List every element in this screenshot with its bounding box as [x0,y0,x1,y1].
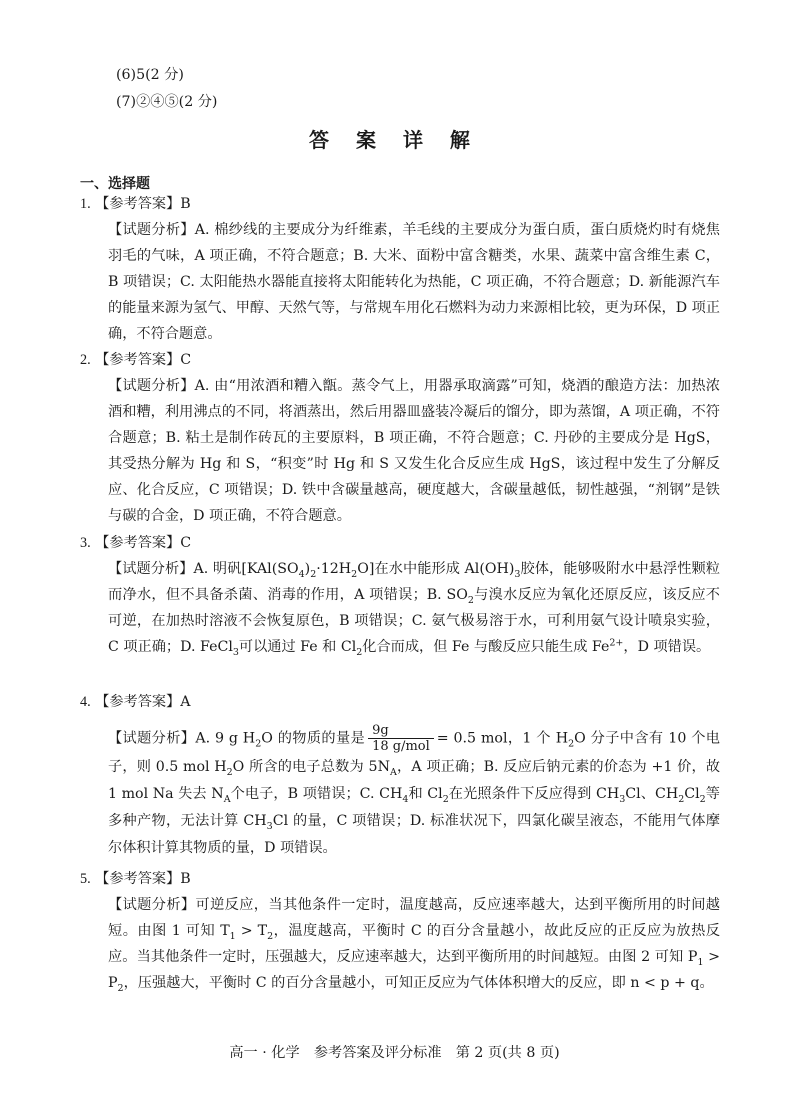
subscript: 2 [699,793,706,805]
subscript: 2 [356,646,363,658]
analysis-text: 【试题分析】A. 棉纱线的主要成分为纤维素，羊毛线的主要成分为蛋白质，蛋白质烧灼时有烧焦羽毛的气味，A 项正确，不符合题意；B. 大米、面粉中富含糖类，水果、蔬菜中富含维生素 C，B 项错误；C. 太阳能热水器能直接将太阳能转化为热能，C 项正确，不符合题意；D. 新能源汽车的能量来源为氢气、甲醇、天然气等，与常规车用化石燃料为动力来源相比较，更为环保，D 项正确，不符合题意。 [108,222,720,342]
subscript: 3 [619,793,626,805]
header-line-1: (6)5(2 分) [116,67,184,83]
answer-label: 【参考答案】C [95,352,192,368]
question-2-head [80,347,720,373]
text-run: Cl [684,786,700,802]
question-number: 3. [80,535,91,551]
subscript: 3 [232,646,239,658]
text-run: 胶体，能够吸附水中悬浮性颗粒而净水，但不具备杀菌、消毒的作用，A 项错误；B. SO [108,561,720,603]
page-footer: 高一 · 化学 参考答案及评分标准 第 2 页(共 8 页) [229,1045,560,1061]
text-run: Cl、CH [625,786,679,802]
text-run: > T [235,923,268,939]
text-run: 个电子，B 项错误；C. CH [230,786,403,802]
question-number: 2. [80,352,91,368]
subscript: 2 [267,930,274,942]
question-4 [80,689,720,862]
subscript: 4 [298,568,305,580]
subscript: 1 [229,930,236,942]
text-run: O 所含的电子总数为 5N [232,759,390,775]
text-run: 【试题分析】A. 明矾[KAl(SO [108,561,299,577]
text-run: O]在水中能形成 Al(OH) [357,561,515,577]
analysis-text [108,892,720,996]
answer-label: 【参考答案】C [95,535,192,551]
subscript: 2 [117,982,124,994]
question-number: 4. [80,694,91,710]
subscript: 2 [351,568,358,580]
fraction-denominator: 18 g/mol [372,739,430,754]
text-run: ，D 项错误。 [623,639,711,655]
subscript: 2 [255,738,262,750]
text-run: ，温度越高，平衡时 C 的百分含量越小，故此反应的正反应为放热反应。当其他条件一定时，压强越大，反应速率越大，达到平衡所用的时间越短。由图 2 可知 P [108,923,720,965]
question-3-head [80,530,720,556]
text-run: Cl 的量，C 项错误；D. 标准状况下，四氯化碳呈液态，不能用气体摩尔体积计算其物质的量，D 项错误。 [108,813,720,856]
question-2 [80,347,720,529]
subscript: A [389,766,397,778]
text-run: 【试题分析】可逆反应，当其他条件一定时，温度越高，反应速率越大，达到平衡所用的时间越短。由图 1 可知 T [108,897,720,939]
question-3 [80,530,720,660]
text-run: 和 Cl [408,786,443,802]
subscript: 2 [226,766,233,778]
superscript: 2+ [609,637,624,649]
section-heading: 一、选择题 [80,176,150,192]
analysis-text [108,556,720,660]
subscript: 2 [442,793,449,805]
fraction-numerator: 9g [368,723,434,739]
question-5 [80,866,720,996]
text-run: ，压强越大，平衡时 C 的百分含量越小，可知正反应为气体体积增大的反应，即 n < p + q。 [123,975,714,991]
subscript: 3 [514,568,521,580]
text-run: O 分子中含有 10 个电子，则 0.5 mol H [108,730,720,775]
question-number: 5. [80,871,91,887]
question-1-head [80,191,720,217]
text-run: 可以通过 Fe 和 Cl [238,639,357,655]
text-run: = 0.5 mol，1 个 H [436,730,569,747]
answer-label: 【参考答案】A [95,694,191,710]
subscript: 1 [697,956,704,968]
answer-label: 【参考答案】B [95,871,191,887]
text-run: O 的物质的量是 [261,730,366,747]
text-run: 与溴水反应为氧化还原反应，该反应不可逆，在加热时溶液不会恢复原色，B 项错误；C. 氨气极易溶于水，可利用氨气设计喷泉实验，C 项正确；D. FeCl [108,587,720,655]
question-4-head [80,689,720,715]
subscript: 4 [402,793,409,805]
text-run: 等多种产物，无法计算 CH [108,786,720,829]
text-run: ) [304,561,311,577]
header-line-2: (7)②④⑤(2 分) [116,94,218,110]
question-1 [80,191,720,347]
subscript: 2 [310,568,317,580]
analysis-text [108,723,720,862]
subscript: A [223,793,231,805]
text-run: ·12H [316,561,352,577]
text-run: 【试题分析】A. 9 g H [108,730,256,747]
answer-label: 【参考答案】B [95,196,191,212]
subscript: 2 [678,793,685,805]
text-run: ，A 项正确；B. 反应后钠元素的价态为 +1 价，故 1 mol Na 失去 N [108,759,721,802]
subscript: 2 [467,594,474,606]
text-run: 在光照条件下反应得到 CH [448,786,620,802]
molar-fraction [368,723,434,754]
text-run: 化合而成，但 Fe 与酸反应只能生成 Fe [362,639,610,655]
question-number: 1. [80,196,91,212]
text-run: > P [108,949,720,991]
page-title: 答 案 详 解 [309,128,480,152]
analysis-text: 【试题分析】A. 由“用浓酒和糟入甑。蒸令气上，用器承取滴露”可知，烧酒的酿造方法：加热浓酒和糟，利用沸点的不同，将酒蒸出，然后用器皿盛装冷凝后的馏分，即为蒸馏，A 项正确，不符合题意；B. 粘土是制作砖瓦的主要原料，B 项正确，不符合题意；C. 丹砂的主要成分是 HgS，其受热分解为 Hg 和 S，“积变”时 Hg 和 S 又发生化合反应生成 HgS，该过程中发生了分解反应、化合反应，C 项错误；D. 铁中含碳量越高，硬度越大，含碳量越低，韧性越强，“剂钢”是铁与碳的合金，D 项正确，不符合题意。 [108,378,720,524]
subscript: 2 [568,738,575,750]
subscript: 3 [266,820,273,832]
question-5-head [80,866,720,892]
